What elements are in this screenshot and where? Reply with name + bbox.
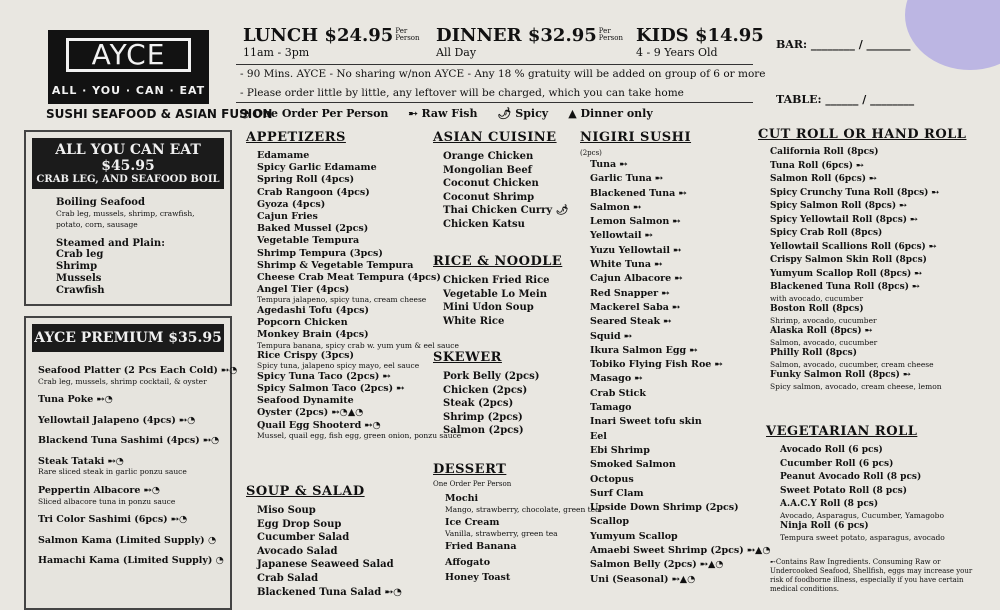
legend-one-order: ◔ One Order Per Person [240,107,389,120]
veg-roll-list [780,444,945,542]
appetizer-item [257,420,461,441]
nigiri-item [590,229,771,243]
nigiri-item [590,501,771,515]
nigiri-item [590,558,771,572]
skewer-item-name: Chicken (2pcs) [443,384,528,396]
appetizer-item-name: Quail Egg Shooterd ➸◔ [257,419,381,431]
ayce-title: ALL YOU CAN EAT $45.95 [55,142,201,174]
nigiri-item [590,258,771,272]
appetizer-item [257,174,461,186]
appetizer-item-name: Edamame [257,150,310,161]
nigiri-item-name: White Tuna ➸ [590,259,663,271]
dinner-price [436,25,625,59]
rice-noodle-item [443,301,550,315]
skewer-item [443,370,539,384]
cut-roll-title: CUT ROLL OR HAND ROLL [758,127,967,142]
cut-roll-item-desc: with avocado, cucumber [770,293,864,303]
nigiri-item-name: Uni (Seasonal) ➸▲◔ [590,573,696,585]
dessert-note: One Order Per Person [433,480,512,488]
dessert-item [445,516,600,538]
appetizer-item-name: Popcorn Chicken [257,317,348,329]
cut-roll-item-name: Yumyum Scallop Roll (8pcs) ➸ [770,268,922,279]
veg-roll-item-name: Cucumber Roll (6 pcs) [780,458,894,469]
steamed-item-name: Crab leg [56,249,104,260]
premium-item [38,534,230,548]
lunch-label: LUNCH $24.95 [243,25,394,46]
cut-roll-item [770,303,942,325]
rice-noodle-title: RICE & NOODLE [433,254,563,269]
cut-roll-item [770,347,942,369]
appetizer-item [257,284,461,305]
logo-sub: ALL · YOU · CAN · EAT [51,84,206,97]
cut-roll-item [770,369,942,391]
appetizer-item-desc: Spicy tuna, jalapeno spicy mayo, eel sauce [257,361,420,371]
appetizer-item [257,150,461,162]
nigiri-item [590,330,771,344]
dessert-item-name: Mochi [445,493,479,504]
premium-item-desc: Rare sliced steak in garlic ponzu sauce [38,467,187,477]
nigiri-item-name: Tuna ➸ [590,159,628,170]
nigiri-item [590,401,771,415]
appetizer-item-name: Spicy Salmon Taco (2pcs) ➸ [257,382,405,394]
nigiri-item-name: Eel [590,430,607,442]
premium-item [38,434,230,448]
cut-roll-item [770,241,942,255]
rice-noodle-item [443,288,550,302]
skewer-item [443,411,539,425]
nigiri-item-name: Tobiko Flying Fish Roe ➸ [590,359,723,371]
lunch-time: 11am - 3pm [243,46,310,59]
soup-salad-item [257,531,402,545]
nigiri-item-name: Amaebi Sweet Shrimp (2pcs) ➸▲◔ [590,545,771,557]
rice-noodle-item [443,274,550,288]
steamed-item [56,285,230,297]
veg-roll-item-name: Sweet Potato Roll (8 pcs) [780,485,908,496]
rice-noodle-item-name: Vegetable Lo Mein [443,288,547,300]
appetizer-item-name: Monkey Brain (4pcs) [257,329,369,341]
appetizer-item [257,211,461,223]
veg-roll-item [780,458,945,472]
nigiri-item-name: Surf Clam [590,487,644,499]
nigiri-item-name: Scallop [590,516,629,528]
kids-price [636,25,764,59]
premium-item-name: Yellowtail Jalapeno (4pcs) ➸◔ [38,414,196,426]
appetizer-item [257,305,461,317]
cut-roll-item [770,173,942,187]
nigiri-item [590,315,771,329]
premium-item-name: Peppertin Albacore ➸◔ [38,484,160,496]
dinner-label: DINNER $32.95 [436,25,597,46]
cut-roll-item-name: Yellowtail Scallions Roll (6pcs) ➸ [770,241,937,252]
bar-label: BAR: ________ / ________ [776,38,911,51]
dessert-item-desc: Vanilla, strawberry, green tea [445,528,558,538]
kids-time: 4 - 9 Years Old [636,46,718,59]
legend [240,107,653,120]
soup-salad-item [257,558,402,572]
skewer-item [443,424,539,438]
rule-top [236,64,753,65]
premium-item-name: Hamachi Kama (Limited Supply) ◔ [38,555,224,567]
skewer-item [443,384,539,398]
premium-item [38,554,230,568]
appetizer-item-name: Spicy Tuna Taco (2pcs) ➸ [257,370,391,382]
nigiri-item-name: Seared Steak ➸ [590,316,672,328]
steamed-item-name: Crawfish [56,285,105,296]
rules-line1: - 90 Mins. AYCE - No sharing w/non AYCE - Any 18 % gratuity will be added on group of 6 or more [240,68,766,80]
lunch-price [243,25,421,59]
appetizer-item [257,223,461,235]
veg-roll-item-desc: Avocado, Asparagus, Cucumber, Yamagobo [780,510,945,520]
soup-salad-title: SOUP & SALAD [246,484,365,499]
cut-roll-item-desc: Salmon, avocado, cucumber, cream cheese [770,359,934,369]
appetizers-list [257,150,461,440]
nigiri-item [590,344,771,358]
appetizer-item-name: Agedashi Tofu (4pcs) [257,304,370,316]
nigiri-item-name: Octopus [590,473,634,485]
steamed-item-name: Mussels [56,273,102,284]
asian-cuisine-title: ASIAN CUISINE [433,130,557,145]
cut-roll-item-name: California Roll (8pcs) [770,147,879,157]
asian-item-name: Mongolian Beef [443,164,532,176]
veg-roll-item [780,471,945,485]
nigiri-item [590,287,771,301]
cut-roll-item [770,254,942,268]
asian-item [443,164,568,178]
appetizer-item-name: Vegetable Tempura [257,235,360,247]
dessert-title: DESSERT [433,462,507,477]
cut-roll-item-desc: Shrimp, avocado, cucumber [770,315,877,325]
nigiri-item [590,201,771,215]
nigiri-item-name: Blackened Tuna ➸ [590,187,687,199]
ayce-subtitle: CRAB LEG, AND SEAFOOD BOIL [36,174,220,185]
nigiri-item [590,430,771,444]
dessert-item [445,556,600,570]
rule-bottom [236,102,753,103]
cut-roll-item-name: Boston Roll (8pcs) [770,304,864,314]
premium-item [38,414,230,428]
appetizers-title: APPETIZERS [246,130,346,145]
premium-item [38,484,230,506]
nigiri-item-name: Salmon Belly (2pcs) ➸▲◔ [590,559,724,571]
nigiri-item-name: Inari Sweet tofu skin [590,416,702,428]
appetizer-item [257,187,461,199]
veg-roll-item [780,485,945,499]
appetizer-item-name: Shrimp Tempura (3pcs) [257,247,383,259]
dessert-item [445,492,600,514]
rice-noodle-item-name: White Rice [443,315,505,327]
nigiri-item-name: Ikura Salmon Egg ➸ [590,344,698,356]
nigiri-item [590,487,771,501]
asian-item [443,218,568,232]
appetizer-item-name: Angel Tier (4pcs) [257,284,350,296]
cut-roll-item-name: Alaska Roll (8pcs) ➸ [770,326,873,336]
nigiri-item [590,158,771,172]
dinner-per: Per Person [598,27,623,42]
appetizer-item-name: Crab Rangoon (4pcs) [257,186,370,198]
premium-panel [24,316,238,610]
premium-list [26,352,238,568]
nigiri-item-name: Yuzu Yellowtail ➸ [590,244,682,256]
soup-salad-item-name: Avocado Salad [257,545,338,557]
logo-main: AYCE [66,38,191,72]
dinner-time: All Day [436,46,477,59]
veg-roll-item [780,444,945,458]
premium-item [38,513,230,527]
premium-item-name: Tuna Poke ➸◔ [38,394,113,406]
nigiri-item [590,544,771,558]
nigiri-title: NIGIRI SUSHI [580,130,692,145]
lunch-per: Per Person [395,27,420,42]
nigiri-item [590,358,771,372]
dessert-item-name: Fried Banana [445,541,517,553]
asian-item [443,177,568,191]
raw-warning: ➸Contains Raw Ingredients. Consuming Raw or Undercooked Seafood, Shellfish, eggs may increase your risk of foodborne illness, especially if you have certain medical conditions. [770,558,973,593]
appetizer-item-name: Cajun Fries [257,211,318,223]
asian-item-name: Thai Chicken Curry 🌶 [443,205,569,217]
rice-noodle-item [443,315,550,329]
premium-item-name: Steak Tataki ➸◔ [38,455,124,467]
cut-roll-item-name: Philly Roll (8pcs) [770,348,858,358]
nigiri-list [590,158,771,587]
veg-roll-item-name: Peanut Avocado Roll (8 pcs) [780,472,922,482]
appetizer-item [257,317,461,329]
appetizer-item-name: Spicy Garlic Edamame [257,162,377,174]
nigiri-item [590,187,771,201]
steamed-item [56,249,230,261]
veg-roll-item-name: Avocado Roll (6 pcs) [780,445,883,455]
asian-item-name: Coconut Shrimp [443,191,535,203]
dessert-item [445,540,600,554]
appetizer-item-name: Oyster (2pcs) ➸◔▲◔ [257,407,364,419]
steamed-item [56,273,230,285]
cut-roll-item-name: Spicy Crunchy Tuna Roll (8pcs) ➸ [770,187,940,198]
tagline: SUSHI SEAFOOD & ASIAN FUSION [46,107,273,121]
nigiri-item [590,415,771,429]
veg-roll-item-name: A.A.C.Y Roll (8 pcs) [780,499,879,509]
boiling-desc: Crab leg, mussels, shrimp, crawfish, potato, corn, sausage [56,209,195,229]
nigiri-note: (2pcs) [580,149,602,157]
appetizer-item-name: Spring Roll (4pcs) [257,174,355,186]
veg-roll-item [780,520,945,542]
appetizer-item [257,199,461,211]
cut-roll-item-name: Salmon Roll (6pcs) ➸ [770,174,877,184]
premium-item-desc: Sliced albacore tuna in ponzu sauce [38,496,176,506]
soup-salad-item [257,586,402,600]
nigiri-item [590,530,771,544]
nigiri-item [590,573,771,587]
rice-noodle-list [443,274,550,328]
dessert-item-desc: Mango, strawberry, chocolate, green tea [445,504,600,514]
asian-item [443,191,568,205]
appetizer-item [257,260,461,272]
boiling-title: Boiling Seafood [56,197,145,208]
premium-item [38,364,238,386]
cut-roll-item-desc: Spicy salmon, avocado, cream cheese, lemon [770,381,942,391]
cut-roll-item [770,227,942,241]
nigiri-item [590,372,771,386]
appetizer-item-name: Cheese Crab Meat Tempura (4pcs) [257,272,441,284]
appetizer-item [257,383,461,395]
nigiri-item-name: Smoked Salmon [590,459,676,471]
soup-salad-item-name: Egg Drop Soup [257,518,342,530]
skewer-item-name: Salmon (2pcs) [443,425,524,437]
premium-item [38,393,230,407]
cut-roll-item [770,214,942,228]
nigiri-item-name: Ebi Shrimp [590,444,650,456]
asian-item-name: Coconut Chicken [443,178,539,190]
nigiri-item [590,458,771,472]
appetizer-item-name: Seafood Dynamite [257,395,354,407]
cut-roll-item-name: Spicy Salmon Roll (8pcs) ➸ [770,201,907,211]
cut-roll-item-name: Spicy Crab Roll (8pcs) [770,228,883,238]
appetizer-item [257,395,461,407]
steamed-list [56,249,230,297]
nigiri-item-name: Salmon ➸ [590,201,642,213]
skewer-item [443,397,539,411]
soup-salad-item [257,572,402,586]
premium-title: AYCE PREMIUM $35.95 [32,324,224,352]
steamed-item-name: Shrimp [56,261,98,272]
cut-roll-item [770,325,942,347]
asian-item-name: Chicken Katsu [443,218,525,230]
appetizer-item [257,272,461,284]
nigiri-item [590,244,771,258]
logo [48,30,209,104]
nigiri-item-name: Yellowtail ➸ [590,230,653,242]
rice-noodle-item-name: Chicken Fried Rice [443,275,550,286]
dessert-item-name: Honey Toast [445,572,511,584]
cut-roll-item-name: Blackened Tuna Roll (8pcs) ➸ [770,282,920,292]
soup-salad-item-name: Japanese Seaweed Salad [257,559,394,571]
soup-salad-item [257,518,402,532]
nigiri-item [590,301,771,315]
cut-roll-item [770,200,942,214]
cut-roll-item [770,160,942,174]
ayce-panel-head [32,138,224,189]
premium-item-name: Salmon Kama (Limited Supply) ◔ [38,534,217,546]
premium-item-desc: Crab leg, mussels, shrimp cocktail, & oyster [38,376,207,386]
asian-cuisine-list [443,150,568,232]
dessert-item-name: Ice Cream [445,517,500,529]
skewer-item-name: Pork Belly (2pcs) [443,371,540,382]
cut-roll-item-name: Crispy Salmon Skin Roll (8pcs) [770,255,927,265]
soup-salad-item-name: Crab Salad [257,572,319,584]
asian-item [443,204,568,218]
soup-salad-item [257,504,402,518]
appetizer-item [257,235,461,247]
appetizer-item-name: Shrimp & Vegetable Tempura [257,259,414,271]
appetizer-item-name: Gyoza (4pcs) [257,198,326,210]
appetizer-item [257,371,461,383]
nigiri-item [590,215,771,229]
cut-roll-item [770,146,942,160]
nigiri-item [590,444,771,458]
cut-roll-item-name: Tuna Roll (6pcs) ➸ [770,160,864,171]
skewer-list [443,370,539,438]
asian-item-name: Orange Chicken [443,151,534,162]
appetizer-item [257,350,461,371]
appetizer-item-desc: Tempura banana, spicy crab w. yum yum & eel sauce [257,340,459,350]
appetizer-item [257,407,461,419]
cut-roll-item-desc: Salmon, avocado, cucumber [770,337,878,347]
nigiri-item-name: Red Snapper ➸ [590,287,670,299]
soup-salad-item-name: Miso Soup [257,505,316,516]
appetizer-item [257,329,461,350]
asian-item [443,150,568,164]
table-label: TABLE: ______ / ________ [776,93,915,106]
soup-salad-item-name: Blackened Tuna Salad ➸◔ [257,586,402,598]
legend-dinner-only: ▲ Dinner only [568,107,653,120]
nigiri-item-name: Tamago [590,402,632,414]
premium-item [38,455,230,477]
soup-salad-item-name: Cucumber Salad [257,532,350,544]
skewer-item-name: Shrimp (2pcs) [443,411,523,423]
appetizer-item-desc: Mussel, quail egg, fish egg, green onion, ponzu sauce [257,430,462,440]
nigiri-item-name: Crab Stick [590,387,646,399]
premium-item-name: Seafood Platter (2 Pcs Each Cold) ➸◔ [38,365,238,376]
dessert-list [445,492,600,587]
appetizer-item [257,248,461,260]
purple-blob [905,0,1000,70]
nigiri-item [590,387,771,401]
rice-noodle-item-name: Mini Udon Soup [443,302,534,314]
dessert-item-name: Affogato [445,556,491,568]
appetizer-item-name: Rice Crispy (3pcs) [257,350,355,362]
nigiri-item-name: Lemon Salmon ➸ [590,216,681,228]
kids-label: KIDS $14.95 [636,25,764,46]
appetizer-item-desc: Tempura jalapeno, spicy tuna, cream cheese [257,295,427,305]
nigiri-item-name: Masago ➸ [590,373,643,385]
steamed-title: Steamed and Plain: [56,238,165,249]
cut-roll-item-name: Spicy Yellowtail Roll (8pcs) ➸ [770,214,918,225]
nigiri-item-name: Yumyum Scallop [590,530,678,542]
nigiri-item-name: Mackerel Saba ➸ [590,301,681,313]
appetizer-item-name: Baked Mussel (2pcs) [257,223,369,235]
rules-line2: - Please order little by little, any leftover will be charged, which you can take home [240,87,684,99]
appetizer-item [257,162,461,174]
skewer-item-name: Steak (2pcs) [443,398,514,410]
skewer-title: SKEWER [433,350,502,365]
cut-roll-list [770,146,942,391]
cut-roll-item [770,268,942,282]
nigiri-item-name: Upside Down Shrimp (2pcs) [590,502,739,514]
legend-raw-fish: ➸ Raw Fish [408,107,478,120]
legend-spicy: 🌶 Spicy [497,107,549,120]
nigiri-item [590,272,771,286]
premium-item-name: Blackend Tuna Sashimi (4pcs) ➸◔ [38,435,220,447]
nigiri-item-name: Cajun Albacore ➸ [590,273,683,285]
soup-salad-item [257,545,402,559]
nigiri-item [590,172,771,186]
veg-roll-item [780,498,945,520]
veg-roll-item-desc: Tempura sweet potato, asparagus, avocado [780,532,945,542]
soup-salad-list [257,504,402,599]
veg-roll-item-name: Ninja Roll (6 pcs) [780,521,869,531]
dessert-item [445,571,600,585]
premium-item-name: Tri Color Sashimi (6pcs) ➸◔ [38,514,188,526]
cut-roll-item [770,281,942,303]
nigiri-item [590,473,771,487]
ayce-panel [24,130,232,306]
nigiri-item-name: Squid ➸ [590,330,632,342]
veg-roll-title: VEGETARIAN ROLL [766,424,918,439]
nigiri-item [590,515,771,529]
nigiri-item-name: Garlic Tuna ➸ [590,173,664,185]
cut-roll-item-name: Funky Salmon Roll (8pcs) ➸ [770,370,911,380]
cut-roll-item [770,187,942,201]
steamed-item [56,261,230,273]
